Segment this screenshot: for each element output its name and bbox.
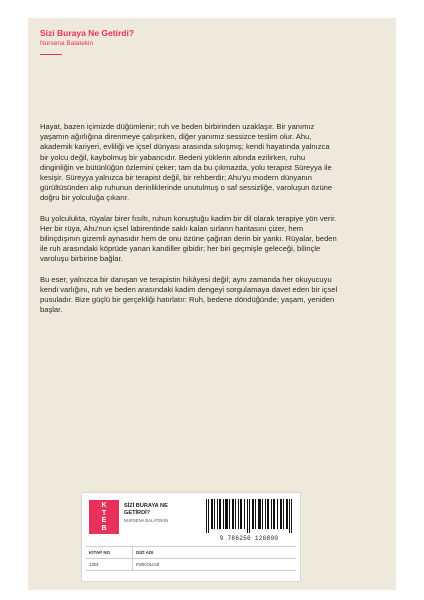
blurb-text (40, 122, 340, 325)
isbn-number: 9 786256 126800 (219, 535, 279, 542)
table-cell-book-no: 1301 (86, 559, 133, 571)
book-author: Nursena Balatekin (40, 40, 94, 47)
book-title: Sizi Buraya Ne Getirdi? (40, 28, 134, 38)
table-header-series: DİZİ ADI (133, 547, 297, 559)
blurb-paragraph: Hayat, bazen içimizde düğümlenir; ruh ve beden birbirinden uzaklaşır. Bir yanımız yaşamın ağırlığına direnmeye çalışırken, diğer yanımız sessizce teslim olur. Ahu, akademik kariyeri, evliliği ve içsel dünyası arasında sıkışmış; kendi hayatında yalnızca bir yolcu değil, kaybolmuş bir yabancıdır. Bedeni yüklerin altında ezilirken, ruhu dinginliğin ve bütünlüğün özlemini çeker; tam da bu çıkmazda, yolu terapist Süreyya ile kesişir. Süreyya yalnızca bir terapist değil, bir rehberdir; Ahu'yu modern dünyanın gürültüsünden alıp ruhunun derinliklerinde unutulmuş o saf sessizliğe, varoluşun özüne doğru bir yolculuğa çıkarır. (40, 122, 333, 203)
logo-letter: B (101, 524, 107, 532)
publisher-logo (89, 500, 119, 534)
back-cover (28, 18, 396, 590)
info-panel (81, 492, 301, 582)
logo-letter: E (101, 517, 107, 524)
title-divider (40, 54, 62, 55)
table-header-book-no: KİTAP NO (86, 547, 133, 559)
logo-letter: T (101, 509, 107, 517)
blurb-paragraph: Bu yolculukta, rüyalar birer fısıltı, ruhun konuştuğu kadim bir dil olarak terapiye yön verir. Her bir rüya, Ahu'nun içsel labirentinde saklı kalan sırların haritasını çizer, hem bilinçdışının gizemli aynasıdır hem de onu özüne çağıran derin bir yankı. Rüyalar, beden ile ruh arasındaki köprüde yanan kandiller gibidir; her biri geçmişle geleceği, bilinçle varoluşu birbirine bağlar. (40, 213, 337, 264)
table-row (86, 547, 296, 559)
catalog-table (86, 546, 296, 571)
panel-book-title: SİZİ BURAYA NE GETİRDİ? (124, 503, 168, 516)
table-cell-series: PSİKOLOJİ (133, 559, 297, 571)
table-row (86, 559, 296, 571)
panel-book-author: NURSENA BALATEKİN (124, 518, 169, 523)
blurb-paragraph: Bu eser, yalnızca bir danışan ve terapistin hikâyesi değil; aynı zamanda her okuyucuyu kendi varlığını, ruh ve beden arasındaki kadim dengeyi sorgulamaya davet eden bir içsel pusuladır. Bize güçlü bir gerçekliği hatırlatır: Ruh, bedene döndüğünde; yaşam, yeniden başlar. (40, 274, 338, 315)
barcode-icon (204, 499, 294, 533)
logo-letter: K (101, 502, 107, 509)
